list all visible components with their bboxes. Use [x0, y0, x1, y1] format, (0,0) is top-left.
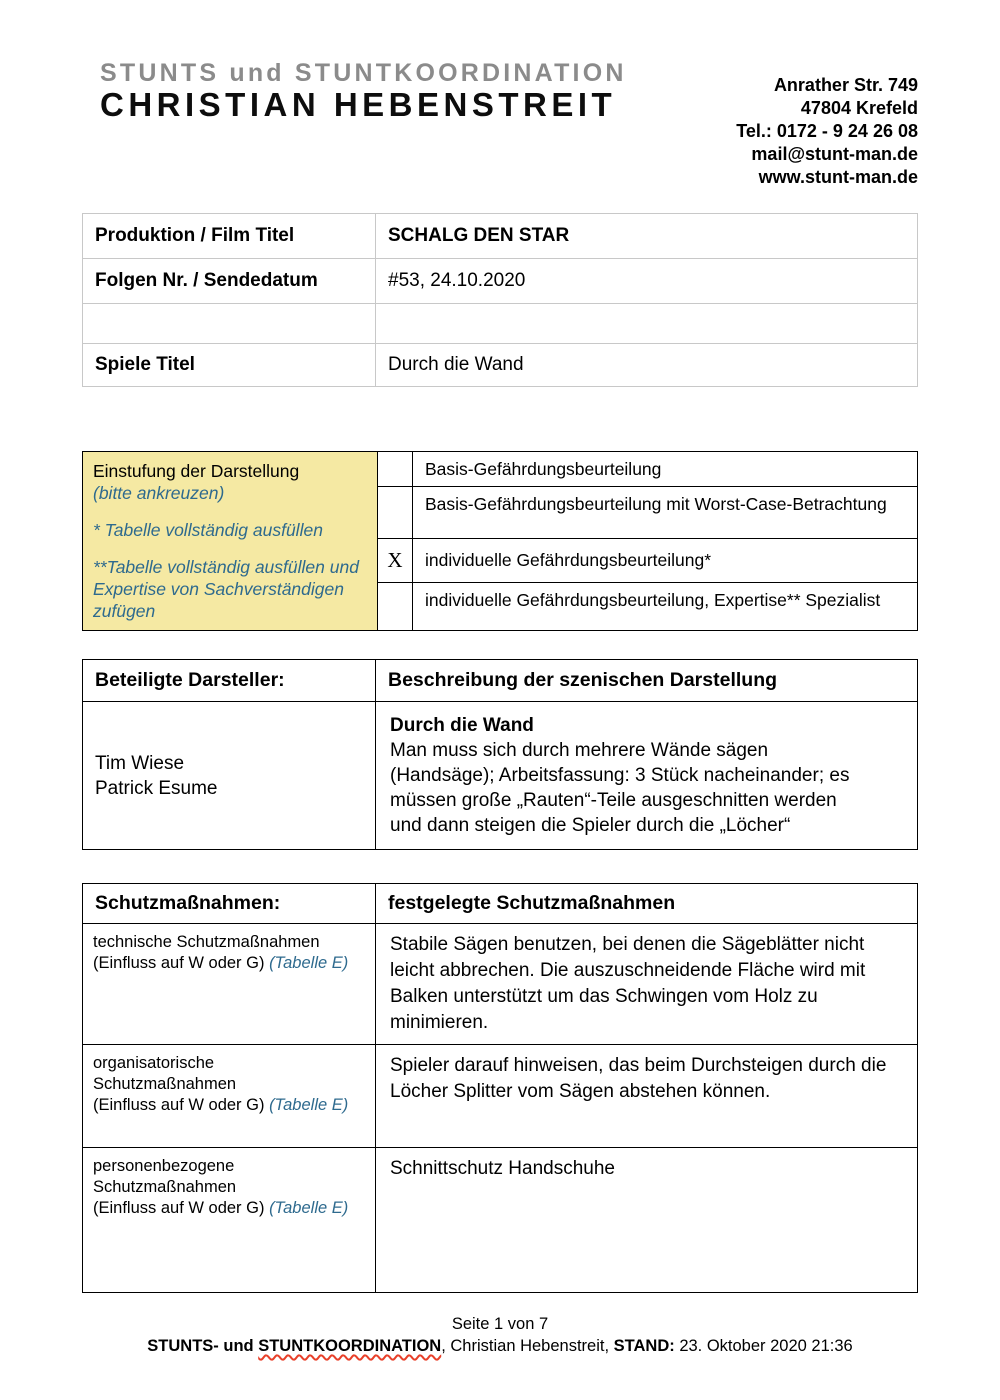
table-row [83, 702, 918, 850]
contact-address-block: Anrather Str. 749 47804 Krefeld Tel.: 0172 - 9 24 26 08 mail@stunt-man.de www.stunt-man.de [736, 75, 918, 187]
table-row [83, 214, 918, 259]
protection-label-organisational [83, 1045, 376, 1148]
protection-header: Schutzmaßnahmen: [83, 884, 376, 924]
protection-value-personal: Schnittschutz Handschuhe [376, 1148, 918, 1293]
scene-description-text: Man muss sich durch mehrere Wände sägen (Handsäge); Arbeitsfassung: 3 Stück nacheinander; es müssen große „Rauten“-Teile ausgeschnitten werden und dann steigen die Spieler durch die „Löcher“ [390, 740, 850, 836]
table-row [83, 924, 918, 1045]
table-row [83, 1148, 918, 1293]
tabelle-e-link: (Tabelle E) [269, 1096, 349, 1114]
option-label: Basis-Gefährdungsbeurteilung mit Worst-Case-Betrachtung [413, 487, 918, 539]
footer-brand-spellchecked: STUNTKOORDINATION [258, 1337, 442, 1355]
page-number: Seite 1 von 7 [451, 1315, 549, 1333]
protection-label-text: personenbezogene Schutzmaßnahmen (Einfluss auf W oder G) [93, 1157, 270, 1217]
protection-value-technical: Stabile Sägen benutzen, bei denen die Sägeblätter nicht leicht abbrechen. Die auszuschneidende Fläche wird mit Balken unterstützt um das Schwingen vom Holz zu minimieren. [376, 924, 918, 1045]
option-label: individuelle Gefährdungsbeurteilung, Expertise** Spezialist [413, 583, 918, 631]
table-row [83, 304, 918, 344]
footer-stand-label: STAND: [613, 1337, 675, 1355]
scene-title: Durch die Wand [390, 715, 534, 736]
letterhead [82, 0, 918, 189]
company-logo [100, 56, 627, 189]
footer-author: , Christian Hebenstreit, [441, 1337, 614, 1355]
page-footer [82, 1313, 918, 1357]
classification-subtitle: (bitte ankreuzen) [93, 483, 225, 503]
description-header: Beschreibung der szenischen Darstellung [376, 660, 918, 702]
field-label-produktion: Produktion / Film Titel [83, 214, 376, 259]
performer-names: Tim Wiese Patrick Esume [83, 702, 376, 850]
field-label-spiele: Spiele Titel [83, 344, 376, 387]
scene-description [376, 702, 918, 850]
field-value-folge: #53, 24.10.2020 [376, 259, 918, 304]
classification-note-2: **Tabelle vollständig ausfüllen und Expertise von Sachverständigen zufügen [93, 557, 359, 621]
protection-defined-header: festgelegte Schutzmaßnahmen [376, 884, 918, 924]
performers-table [82, 659, 918, 850]
classification-table [82, 451, 918, 631]
classification-note-1: * Tabelle vollständig ausfüllen [93, 520, 323, 540]
checkbox-individuell-checked: X [378, 538, 413, 582]
protection-label-text: technische Schutzmaßnahmen (Einfluss auf W oder G) [93, 933, 320, 972]
field-label-empty [83, 304, 376, 344]
classification-instructions [83, 452, 378, 631]
table-header-row [83, 884, 918, 924]
logo-name: CHRISTIAN HEBENSTREIT [100, 86, 617, 123]
table-row [83, 344, 918, 387]
classification-title: Einstufung der Darstellung [93, 461, 300, 481]
footer-brand-prefix: STUNTS- und [147, 1337, 259, 1355]
performers-header: Beteiligte Darsteller: [83, 660, 376, 702]
field-value-spiele: Durch die Wand [376, 344, 918, 387]
field-value-produktion: SCHALG DEN STAR [376, 214, 918, 259]
option-label: Basis-Gefährdungsbeurteilung [413, 452, 918, 487]
field-value-empty [376, 304, 918, 344]
table-row [83, 259, 918, 304]
checkbox-basis-worst-case [378, 487, 413, 539]
table-row [83, 1045, 918, 1148]
field-label-folge: Folgen Nr. / Sendedatum [83, 259, 376, 304]
production-info-table [82, 213, 918, 387]
table-header-row [83, 660, 918, 702]
option-label: individuelle Gefährdungsbeurteilung* [413, 538, 918, 582]
protection-label-text: organisatorische Schutzmaßnahmen (Einfluss auf W oder G) [93, 1054, 270, 1114]
tabelle-e-link: (Tabelle E) [269, 1199, 349, 1217]
logo-tagline: STUNTS und STUNTKOORDINATION [100, 59, 627, 87]
tabelle-e-link: (Tabelle E) [269, 954, 349, 972]
protection-label-technical [83, 924, 376, 1045]
classification-option-row [83, 452, 918, 487]
protection-measures-table [82, 883, 918, 1293]
footer-stand-value: 23. Oktober 2020 21:36 [674, 1337, 853, 1355]
checkbox-individuell-expertise [378, 583, 413, 631]
protection-value-organisational: Spieler darauf hinweisen, das beim Durchsteigen durch die Löcher Splitter vom Sägen abstehen können. [376, 1045, 918, 1148]
checkbox-basis [378, 452, 413, 487]
page-content [82, 0, 918, 1357]
protection-label-personal [83, 1148, 376, 1293]
footer-credit-line [82, 1335, 918, 1357]
